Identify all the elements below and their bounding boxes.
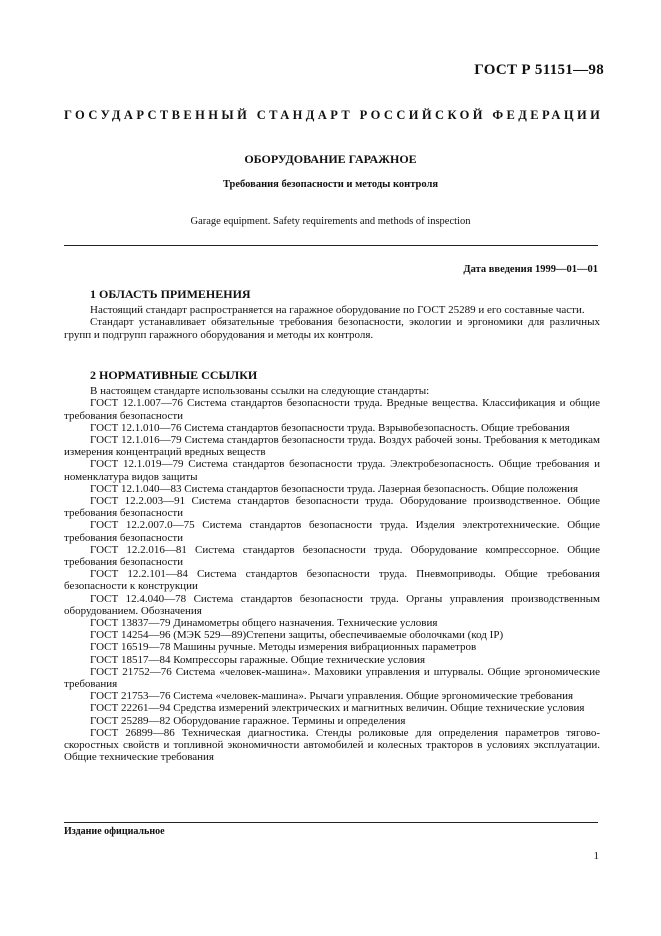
reference-item: ГОСТ 12.1.019—79 Система стандартов безопасности труда. Электробезопасность. Общие требования и номенклатура видов защиты [64, 458, 600, 483]
divider [64, 245, 598, 246]
reference-item: ГОСТ 12.1.010—76 Система стандартов безопасности труда. Взрывобезопасность. Общие требования [90, 421, 570, 434]
reference-item: ГОСТ 12.2.101—84 Система стандартов безопасности труда. Пневмоприводы. Общие требования безопасности к конструкции [64, 568, 600, 593]
reference-item: ГОСТ 12.2.007.0—75 Система стандартов безопасности труда. Изделия электротехнические. Общие требования безопасности [64, 519, 600, 544]
reference-item: ГОСТ 12.1.040—83 Система стандартов безопасности труда. Лазерная безопасность. Общие положения [90, 482, 579, 495]
state-standard-heading: ГОСУДАРСТВЕННЫЙ СТАНДАРТ РОССИЙСКОЙ ФЕДЕРАЦИИ [64, 108, 604, 122]
reference-item: ГОСТ 12.1.007—76 Система стандартов безопасности труда. Вредные вещества. Классификация и общие требования безопасности [64, 397, 600, 422]
english-title: Garage equipment. Safety requirements and methods of inspection [190, 216, 471, 227]
section-heading: 2 НОРМАТИВНЫЕ ССЫЛКИ [90, 368, 258, 382]
reference-item: ГОСТ 21752—76 Система «человек-машина». Маховики управления и штурвалы. Общие эргономические требования [64, 665, 600, 691]
section-normative-references [64, 369, 600, 764]
paragraph: В настоящем стандарте использованы ссылки на следующие стандарты: [90, 385, 430, 398]
reference-item: ГОСТ 22261—94 Средства измерений электрических и магнитных величин. Общие технические условия [90, 702, 585, 715]
section-scope [64, 288, 600, 341]
document-title: ОБОРУДОВАНИЕ ГАРАЖНОЕ [244, 152, 417, 166]
page-number: 1 [593, 850, 599, 862]
reference-item: ГОСТ 14254—96 (МЭК 529—89)Степени защиты, обеспечиваемые оболочками (код IP) [90, 629, 504, 642]
standard-number: ГОСТ Р 51151—98 [474, 62, 604, 78]
reference-item: ГОСТ 18517—84 Компрессоры гаражные. Общие технические условия [90, 653, 426, 666]
reference-item: ГОСТ 26899—86 Техническая диагностика. Стенды роликовые для определения параметров тягово-скоростных свойств и топливной экономичности автомобилей и колесных тракторов в условиях эксплуатации. Общие технические требования [64, 726, 600, 764]
footer-divider [64, 822, 598, 823]
reference-item: ГОСТ 12.2.016—81 Система стандартов безопасности труда. Оборудование компрессорное. Общие требования безопасности [64, 543, 600, 569]
reference-item: ГОСТ 12.1.016—79 Система стандартов безопасности труда. Воздух рабочей зоны. Требования к методикам измерения концентраций вредных веществ [64, 434, 600, 459]
reference-item: ГОСТ 12.2.003—91 Система стандартов безопасности труда. Оборудование производственное. Общие требования безопасности [64, 495, 600, 520]
reference-item: ГОСТ 25289—82 Оборудование гаражное. Термины и определения [90, 714, 406, 727]
reference-item: ГОСТ 21753—76 Система «человек-машина». Рычаги управления. Общие эргономические требования [90, 690, 574, 703]
reference-item: ГОСТ 16519—78 Машины ручные. Методы измерения вибрационных параметров [90, 641, 477, 654]
reference-item: ГОСТ 12.4.040—78 Система стандартов безопасности труда. Органы управления производственным оборудованием. Обозначения [64, 592, 600, 617]
paragraph: Настоящий стандарт распространяется на гаражное оборудование по ГОСТ 25289 и его составные части. [90, 304, 585, 317]
introduction-date: Дата введения 1999—01—01 [463, 264, 598, 275]
edition-label: Издание официальное [64, 826, 165, 837]
document-subtitle: Требования безопасности и методы контроля [222, 179, 439, 190]
section-heading: 1 ОБЛАСТЬ ПРИМЕНЕНИЯ [90, 287, 251, 301]
reference-item: ГОСТ 13837—79 Динамометры общего назначения. Технические условия [90, 617, 438, 630]
paragraph: Стандарт устанавливает обязательные требования безопасности, экологии и эргономики для различных групп и подгрупп гаражного оборудования и методы их контроля. [64, 316, 600, 341]
